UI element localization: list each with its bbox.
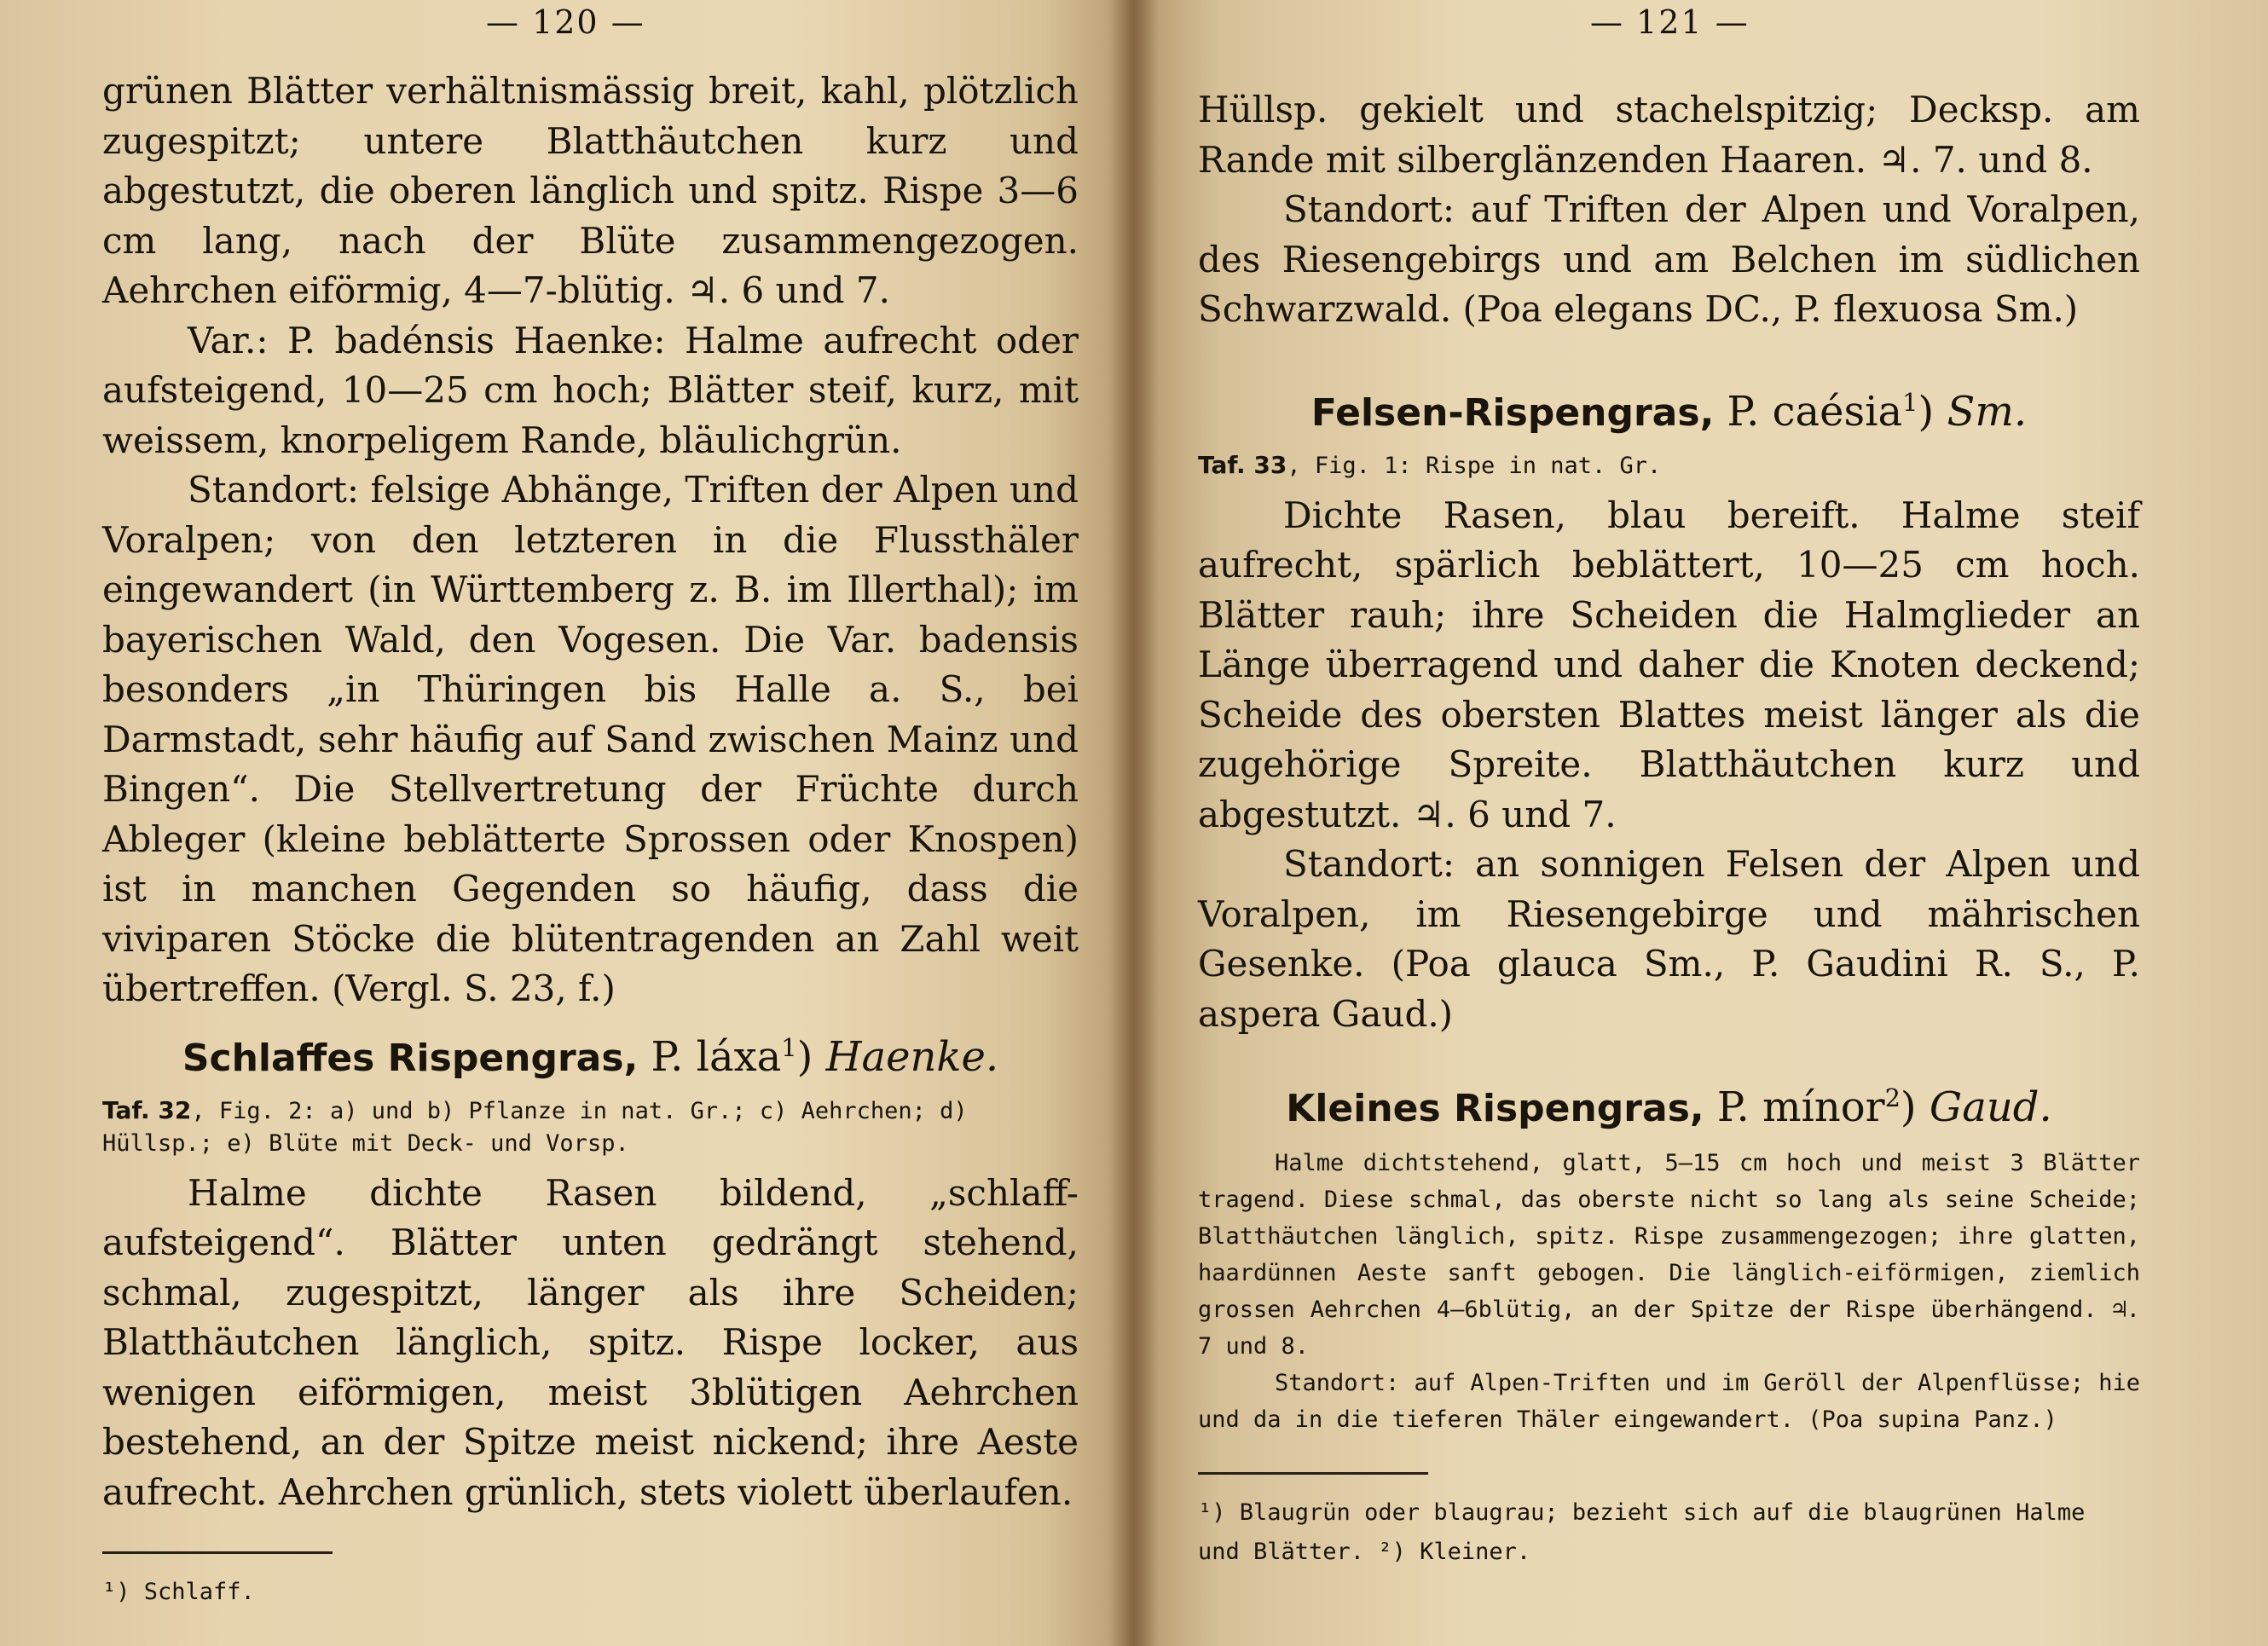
paren: ) bbox=[1900, 1083, 1917, 1131]
scientific-name: P. caésia bbox=[1727, 387, 1903, 436]
section-standort-small: Standort: auf Alpen-Triften und im Geröll der Alpenflüsse; hie und da in die tieferen Thäler eingewandert. (Poa supina Panz.) bbox=[1198, 1370, 2140, 1433]
page-number-right: — 121 — bbox=[1590, 3, 1750, 41]
section-standort: Standort: an sonnigen Felsen der Alpen und Voralpen, im Riesengebirge und mährischen Gesenke. (Poa glauca Sm., P. Gaudini R. S., P. aspera Gaud.) bbox=[1198, 843, 2140, 1035]
section-heading-caesia bbox=[1198, 386, 2140, 439]
author-name: Sm. bbox=[1947, 387, 2028, 436]
common-name: Schlaffes Rispengras, bbox=[182, 1036, 639, 1080]
footnote: ¹) Schlaff. bbox=[102, 1579, 255, 1605]
section-description: Halme dichte Rasen bildend, „schlaff-aufsteigend“. Blätter unten gedrängt stehend, schmal, zugespitzt, länger als ihre Scheiden; Blatthäutchen länglich, spitz. Rispe locker, aus wenigen eiförmigen, meist 3blütigen Aehrchen bestehend, an der Spitze meist nickend; ihre Aeste aufrecht. Aehrchen grünlich, stets violett überlaufen. bbox=[102, 1171, 1079, 1513]
left-page bbox=[0, 0, 1130, 1646]
plate-reference bbox=[102, 1094, 1079, 1160]
footnote-marker: 1 bbox=[1902, 387, 1918, 417]
page-number-left: — 120 — bbox=[486, 3, 645, 41]
left-paragraph-1: grünen Blätter verhältnismässig breit, kahl, plötzlich zugespitzt; untere Blatthäutchen kurz und abgestutzt, die oberen länglich und spitz. Rispe 3—6 cm lang, nach der Blüte zusammengezogen. Aehrchen eiförmig, 4—7-blütig. ♃. 6 und 7. bbox=[102, 70, 1079, 311]
footnote-divider bbox=[1198, 1472, 1428, 1475]
plate-description: , Fig. 2: a) und b) Pflanze in nat. Gr.; c) Aehrchen; d) Hüllsp.; e) Blüte mit Deck- und Vorsp. bbox=[102, 1097, 968, 1157]
scientific-name: P. láxa bbox=[651, 1032, 782, 1081]
section-heading-laxa bbox=[102, 1031, 1079, 1084]
plate-number: Taf. 33 bbox=[1198, 450, 1287, 479]
scientific-name: P. mínor bbox=[1716, 1083, 1885, 1131]
common-name: Felsen-Rispengras, bbox=[1310, 390, 1715, 435]
footnote-marker: 2 bbox=[1884, 1083, 1901, 1112]
common-name: Kleines Rispengras, bbox=[1286, 1087, 1704, 1130]
right-paragraph-1: Hüllsp. gekielt und stachelspitzig; Decksp. am Rande mit silberglänzenden Haaren. ♃. 7. und 8. bbox=[1198, 89, 2140, 181]
paren: ) bbox=[1918, 387, 1935, 436]
footnote: ¹) Blaugrün oder blaugrau; bezieht sich auf die blaugrünen Halme und Blätter. ²) Kleiner. bbox=[1198, 1499, 2086, 1565]
left-paragraph-variety: Var.: P. badénsis Haenke: Halme aufrecht oder aufsteigend, 10—25 cm hoch; Blätter steif, kurz, mit weissem, knorpeligem Rande, bläulichgrün. bbox=[102, 319, 1079, 461]
plate-description: , Fig. 1: Rispe in nat. Gr. bbox=[1287, 452, 1662, 479]
footnote-marker: 1 bbox=[781, 1032, 797, 1062]
footnote-divider bbox=[102, 1551, 333, 1554]
right-paragraph-standort: Standort: auf Triften der Alpen und Voralpen, des Riesengebirgs und am Belchen im südlichen Schwarzwald. (Poa elegans DC., P. flexuosa Sm.) bbox=[1198, 188, 2140, 330]
section-description: Dichte Rasen, blau bereift. Halme steif aufrecht, spärlich beblättert, 10—25 cm hoch. Blätter rauh; ihre Scheiden die Halmglieder an Länge überragend und daher die Knoten deckend; Scheide des obersten Blattes meist länger als die zugehörige Spreite. Blatthäutchen kurz und abgestutzt. ♃. 6 und 7. bbox=[1198, 494, 2140, 835]
plate-reference bbox=[1198, 449, 2140, 482]
right-page bbox=[1130, 0, 2268, 1646]
author-name: Gaud. bbox=[1929, 1083, 2052, 1131]
author-name: Haenke. bbox=[825, 1032, 999, 1081]
section-description-small: Halme dichtstehend, glatt, 5—15 cm hoch und meist 3 Blätter tragend. Diese schmal, das oberste nicht so lang als seine Scheide; Blatthäutchen länglich, spitz. Rispe zusammengezogen; ihre glatten, haardünnen Aeste sanft gebogen. Die länglich-eiförmigen, ziemlich grossen Aehrchen 4—6blütig, an der Spitze der Rispe überhängend. ♃. 7 und 8. bbox=[1198, 1150, 2140, 1360]
left-paragraph-standort: Standort: felsige Abhänge, Triften der Alpen und Voralpen; von den letzteren in die Flussthäler eingewandert (in Württemberg z. B. im Illerthal); im bayerischen Wald, den Vogesen. Die Var. badensis besonders „in Thüringen bis Halle a. S., bei Darmstadt, sehr häufig auf Sand zwischen Mainz und Bingen“. Die Stellvertretung der Früchte durch Ableger (kleine beblätterte Sprossen oder Knospen) ist in manchen Gegenden so häufig, dass die viviparen Stöcke die blütentragenden an Zahl weit übertreffen. (Vergl. S. 23, f.) bbox=[102, 469, 1079, 1009]
plate-number: Taf. 32 bbox=[102, 1095, 192, 1124]
section-heading-minor bbox=[1198, 1082, 2140, 1135]
paren: ) bbox=[796, 1032, 813, 1081]
